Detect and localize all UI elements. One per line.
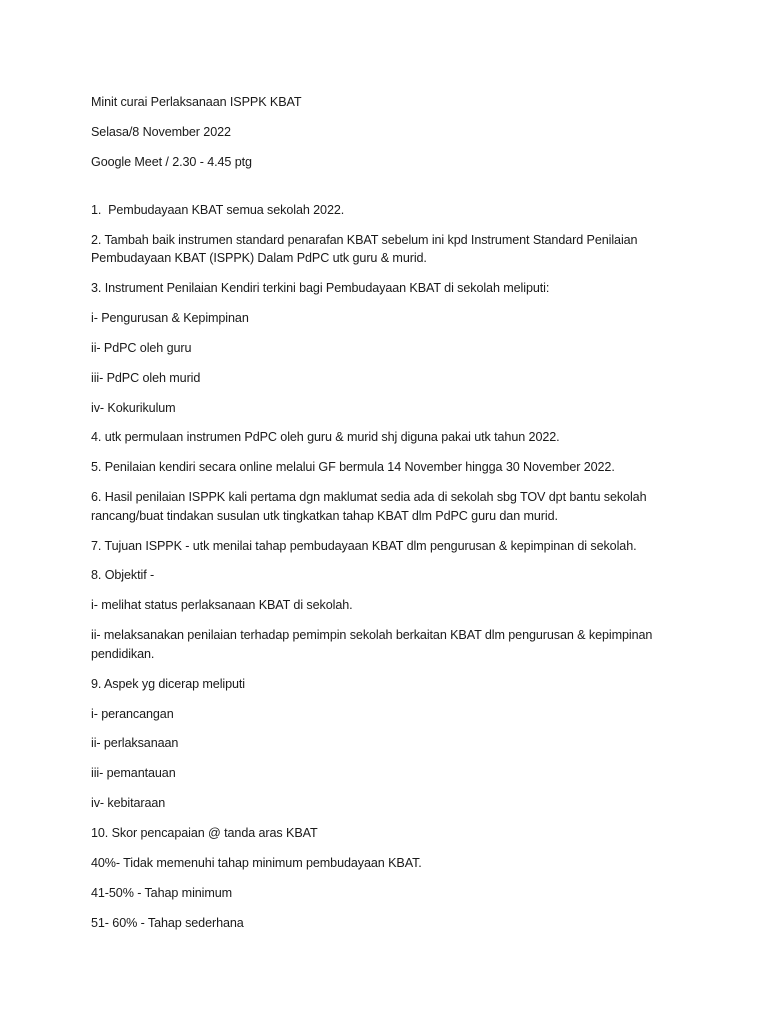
paragraph-1: 1. Pembudayaan KBAT semua sekolah 2022. [91, 202, 345, 217]
paragraph-5: 5. Penilaian kendiri secara online melalui GF bermula 14 November hingga 30 November 2022. [91, 460, 615, 475]
list-item: iv- Kokurikulum [91, 400, 176, 415]
document-body [91, 93, 676, 944]
paragraph-9: 9. Aspek yg dicerap meliputi [91, 676, 246, 691]
paragraph-7: 7. Tujuan ISPPK - utk menilai tahap pembudayaan KBAT dlm pengurusan & kepimpinan di sekolah. [91, 538, 637, 553]
list-item: i- melihat status perlaksanaan KBAT di sekolah. [91, 598, 353, 613]
meeting-venue: Google Meet / 2.30 - 4.45 ptg [91, 154, 252, 169]
list-item: ii- PdPC oleh guru [91, 340, 192, 355]
paragraph-2: 2. Tambah baik instrumen standard penarafan KBAT sebelum ini kpd Instrument Standard Penilaian Pembudayaan KBAT (ISPPK) Dalam PdPC utk guru & murid. [91, 232, 641, 266]
score-band: 41-50% - Tahap minimum [91, 885, 233, 900]
list-item: i- perancangan [91, 706, 174, 721]
spacer [91, 183, 676, 201]
list-item: ii- melaksanakan penilaian terhadap pemimpin sekolah berkaitan KBAT dlm pengurusan & kepimpinan pendidikan. [91, 628, 656, 661]
paragraph-4: 4. utk permulaan instrumen PdPC oleh guru & murid shj diguna pakai utk tahun 2022. [91, 430, 560, 445]
score-band: 51- 60% - Tahap sederhana [91, 915, 244, 930]
score-band: 40%- Tidak memenuhi tahap minimum pembudayaan KBAT. [91, 855, 422, 870]
list-item: iv- kebitaraan [91, 796, 166, 811]
document-title: Minit curai Perlaksanaan ISPPK KBAT [91, 95, 302, 109]
paragraph-8: 8. Objektif - [91, 568, 155, 583]
list-item: ii- perlaksanaan [91, 736, 179, 751]
paragraph-10: 10. Skor pencapaian @ tanda aras KBAT [91, 826, 318, 841]
paragraph-3: 3. Instrument Penilaian Kendiri terkini bagi Pembudayaan KBAT di sekolah meliputi: [91, 280, 550, 295]
list-item: iii- PdPC oleh murid [91, 370, 201, 385]
list-item: i- Pengurusan & Kepimpinan [91, 310, 249, 325]
paragraph-6: 6. Hasil penilaian ISPPK kali pertama dgn maklumat sedia ada di sekolah sbg TOV dpt bantu sekolah rancang/buat tindakan susulan utk tingkatkan tahap KBAT dlm PdPC guru dan murid. [91, 490, 650, 523]
meeting-date: Selasa/8 November 2022 [91, 124, 231, 139]
list-item: iii- pemantauan [91, 766, 176, 781]
